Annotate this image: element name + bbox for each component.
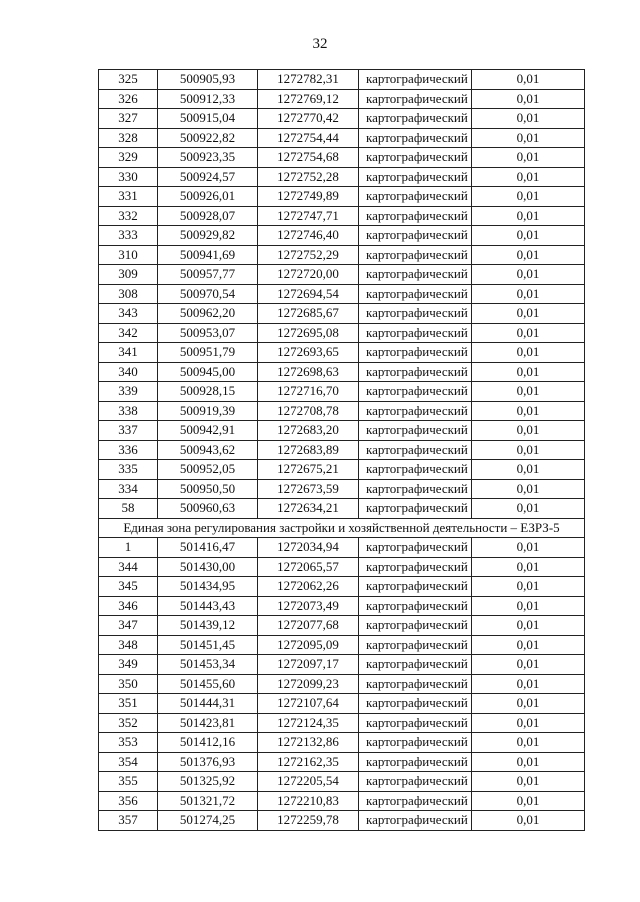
accuracy-cell: 0,01 — [472, 304, 585, 324]
accuracy-cell: 0,01 — [472, 694, 585, 714]
method-cell: картографический — [359, 109, 472, 129]
table-row — [99, 772, 585, 792]
method-cell: картографический — [359, 635, 472, 655]
coordinates-table — [98, 69, 585, 831]
method-cell: картографический — [359, 226, 472, 246]
y-coordinate-cell: 1272675,21 — [258, 460, 359, 480]
accuracy-cell: 0,01 — [472, 635, 585, 655]
point-number-cell: 352 — [99, 713, 158, 733]
y-coordinate-cell: 1272695,08 — [258, 323, 359, 343]
x-coordinate-cell: 500915,04 — [158, 109, 258, 129]
y-coordinate-cell: 1272077,68 — [258, 616, 359, 636]
accuracy-cell: 0,01 — [472, 70, 585, 90]
accuracy-cell: 0,01 — [472, 109, 585, 129]
accuracy-cell: 0,01 — [472, 499, 585, 519]
table-row — [99, 674, 585, 694]
point-number-cell: 58 — [99, 499, 158, 519]
table-row — [99, 713, 585, 733]
method-cell: картографический — [359, 674, 472, 694]
x-coordinate-cell: 500929,82 — [158, 226, 258, 246]
zone-heading: Единая зона регулирования застройки и хозяйственной деятельности – ЕЗРЗ-5 — [99, 518, 585, 538]
accuracy-cell: 0,01 — [472, 616, 585, 636]
table-row — [99, 440, 585, 460]
accuracy-cell: 0,01 — [472, 265, 585, 285]
table-row — [99, 479, 585, 499]
x-coordinate-cell: 500923,35 — [158, 148, 258, 168]
point-number-cell: 344 — [99, 557, 158, 577]
x-coordinate-cell: 500951,79 — [158, 343, 258, 363]
point-number-cell: 331 — [99, 187, 158, 207]
point-number-cell: 328 — [99, 128, 158, 148]
x-coordinate-cell: 501453,34 — [158, 655, 258, 675]
table-row — [99, 265, 585, 285]
y-coordinate-cell: 1272683,20 — [258, 421, 359, 441]
accuracy-cell: 0,01 — [472, 343, 585, 363]
accuracy-cell: 0,01 — [472, 811, 585, 831]
point-number-cell: 338 — [99, 401, 158, 421]
point-number-cell: 337 — [99, 421, 158, 441]
method-cell: картографический — [359, 206, 472, 226]
table-row — [99, 616, 585, 636]
x-coordinate-cell: 501321,72 — [158, 791, 258, 811]
point-number-cell: 334 — [99, 479, 158, 499]
point-number-cell: 354 — [99, 752, 158, 772]
point-number-cell: 356 — [99, 791, 158, 811]
y-coordinate-cell: 1272754,44 — [258, 128, 359, 148]
method-cell: картографический — [359, 772, 472, 792]
table-row — [99, 401, 585, 421]
y-coordinate-cell: 1272065,57 — [258, 557, 359, 577]
table-row — [99, 148, 585, 168]
point-number-cell: 329 — [99, 148, 158, 168]
x-coordinate-cell: 500919,39 — [158, 401, 258, 421]
point-number-cell: 327 — [99, 109, 158, 129]
y-coordinate-cell: 1272205,54 — [258, 772, 359, 792]
accuracy-cell: 0,01 — [472, 167, 585, 187]
accuracy-cell: 0,01 — [472, 284, 585, 304]
accuracy-cell: 0,01 — [472, 421, 585, 441]
y-coordinate-cell: 1272752,28 — [258, 167, 359, 187]
y-coordinate-cell: 1272259,78 — [258, 811, 359, 831]
method-cell: картографический — [359, 655, 472, 675]
y-coordinate-cell: 1272747,71 — [258, 206, 359, 226]
table-row — [99, 538, 585, 558]
x-coordinate-cell: 500928,07 — [158, 206, 258, 226]
point-number-cell: 309 — [99, 265, 158, 285]
point-number-cell: 330 — [99, 167, 158, 187]
method-cell: картографический — [359, 557, 472, 577]
accuracy-cell: 0,01 — [472, 128, 585, 148]
x-coordinate-cell: 501325,92 — [158, 772, 258, 792]
table-row — [99, 635, 585, 655]
point-number-cell: 351 — [99, 694, 158, 714]
method-cell: картографический — [359, 538, 472, 558]
x-coordinate-cell: 500942,91 — [158, 421, 258, 441]
table-row — [99, 557, 585, 577]
x-coordinate-cell: 500912,33 — [158, 89, 258, 109]
table-row — [99, 206, 585, 226]
accuracy-cell: 0,01 — [472, 362, 585, 382]
y-coordinate-cell: 1272132,86 — [258, 733, 359, 753]
point-number-cell: 347 — [99, 616, 158, 636]
table-row — [99, 694, 585, 714]
x-coordinate-cell: 501430,00 — [158, 557, 258, 577]
table-row — [99, 460, 585, 480]
point-number-cell: 336 — [99, 440, 158, 460]
y-coordinate-cell: 1272073,49 — [258, 596, 359, 616]
table-row — [99, 167, 585, 187]
method-cell: картографический — [359, 479, 472, 499]
method-cell: картографический — [359, 616, 472, 636]
point-number-cell: 343 — [99, 304, 158, 324]
point-number-cell: 332 — [99, 206, 158, 226]
accuracy-cell: 0,01 — [472, 401, 585, 421]
accuracy-cell: 0,01 — [472, 674, 585, 694]
x-coordinate-cell: 501434,95 — [158, 577, 258, 597]
accuracy-cell: 0,01 — [472, 323, 585, 343]
table-row — [99, 343, 585, 363]
point-number-cell: 357 — [99, 811, 158, 831]
method-cell: картографический — [359, 382, 472, 402]
y-coordinate-cell: 1272754,68 — [258, 148, 359, 168]
table-row — [99, 421, 585, 441]
method-cell: картографический — [359, 148, 472, 168]
table-row — [99, 226, 585, 246]
point-number-cell: 349 — [99, 655, 158, 675]
x-coordinate-cell: 500924,57 — [158, 167, 258, 187]
table-row — [99, 323, 585, 343]
method-cell: картографический — [359, 499, 472, 519]
table-row — [99, 596, 585, 616]
method-cell: картографический — [359, 401, 472, 421]
method-cell: картографический — [359, 245, 472, 265]
method-cell: картографический — [359, 89, 472, 109]
point-number-cell: 353 — [99, 733, 158, 753]
point-number-cell: 340 — [99, 362, 158, 382]
y-coordinate-cell: 1272685,67 — [258, 304, 359, 324]
x-coordinate-cell: 501451,45 — [158, 635, 258, 655]
x-coordinate-cell: 500960,63 — [158, 499, 258, 519]
accuracy-cell: 0,01 — [472, 557, 585, 577]
x-coordinate-cell: 500941,69 — [158, 245, 258, 265]
method-cell: картографический — [359, 440, 472, 460]
x-coordinate-cell: 500928,15 — [158, 382, 258, 402]
x-coordinate-cell: 501412,16 — [158, 733, 258, 753]
y-coordinate-cell: 1272716,70 — [258, 382, 359, 402]
y-coordinate-cell: 1272770,42 — [258, 109, 359, 129]
point-number-cell: 333 — [99, 226, 158, 246]
accuracy-cell: 0,01 — [472, 245, 585, 265]
y-coordinate-cell: 1272693,65 — [258, 343, 359, 363]
method-cell: картографический — [359, 265, 472, 285]
accuracy-cell: 0,01 — [472, 479, 585, 499]
accuracy-cell: 0,01 — [472, 226, 585, 246]
y-coordinate-cell: 1272162,35 — [258, 752, 359, 772]
table-row — [99, 70, 585, 90]
table-row — [99, 89, 585, 109]
point-number-cell: 325 — [99, 70, 158, 90]
y-coordinate-cell: 1272708,78 — [258, 401, 359, 421]
table-row — [99, 382, 585, 402]
accuracy-cell: 0,01 — [472, 713, 585, 733]
table-row — [99, 733, 585, 753]
accuracy-cell: 0,01 — [472, 148, 585, 168]
y-coordinate-cell: 1272694,54 — [258, 284, 359, 304]
x-coordinate-cell: 500922,82 — [158, 128, 258, 148]
accuracy-cell: 0,01 — [472, 538, 585, 558]
y-coordinate-cell: 1272107,64 — [258, 694, 359, 714]
point-number-cell: 341 — [99, 343, 158, 363]
x-coordinate-cell: 501455,60 — [158, 674, 258, 694]
method-cell: картографический — [359, 752, 472, 772]
accuracy-cell: 0,01 — [472, 791, 585, 811]
table-row — [99, 128, 585, 148]
point-number-cell: 346 — [99, 596, 158, 616]
x-coordinate-cell: 500953,07 — [158, 323, 258, 343]
point-number-cell: 335 — [99, 460, 158, 480]
x-coordinate-cell: 500926,01 — [158, 187, 258, 207]
y-coordinate-cell: 1272097,17 — [258, 655, 359, 675]
method-cell: картографический — [359, 460, 472, 480]
accuracy-cell: 0,01 — [472, 655, 585, 675]
table-row — [99, 109, 585, 129]
method-cell: картографический — [359, 733, 472, 753]
y-coordinate-cell: 1272782,31 — [258, 70, 359, 90]
y-coordinate-cell: 1272634,21 — [258, 499, 359, 519]
method-cell: картографический — [359, 791, 472, 811]
table-row — [99, 791, 585, 811]
accuracy-cell: 0,01 — [472, 460, 585, 480]
x-coordinate-cell: 501443,43 — [158, 596, 258, 616]
method-cell: картографический — [359, 596, 472, 616]
x-coordinate-cell: 501439,12 — [158, 616, 258, 636]
y-coordinate-cell: 1272673,59 — [258, 479, 359, 499]
table-row — [99, 811, 585, 831]
method-cell: картографический — [359, 421, 472, 441]
page-number: 32 — [312, 36, 328, 52]
method-cell: картографический — [359, 284, 472, 304]
accuracy-cell: 0,01 — [472, 596, 585, 616]
zone-heading-row — [99, 518, 585, 538]
accuracy-cell: 0,01 — [472, 382, 585, 402]
table-row — [99, 304, 585, 324]
x-coordinate-cell: 500962,20 — [158, 304, 258, 324]
method-cell: картографический — [359, 811, 472, 831]
point-number-cell: 310 — [99, 245, 158, 265]
accuracy-cell: 0,01 — [472, 733, 585, 753]
x-coordinate-cell: 500905,93 — [158, 70, 258, 90]
point-number-cell: 355 — [99, 772, 158, 792]
accuracy-cell: 0,01 — [472, 440, 585, 460]
point-number-cell: 350 — [99, 674, 158, 694]
y-coordinate-cell: 1272210,83 — [258, 791, 359, 811]
accuracy-cell: 0,01 — [472, 577, 585, 597]
point-number-cell: 345 — [99, 577, 158, 597]
x-coordinate-cell: 500970,54 — [158, 284, 258, 304]
accuracy-cell: 0,01 — [472, 89, 585, 109]
table-row — [99, 187, 585, 207]
x-coordinate-cell: 501423,81 — [158, 713, 258, 733]
method-cell: картографический — [359, 713, 472, 733]
method-cell: картографический — [359, 70, 472, 90]
method-cell: картографический — [359, 577, 472, 597]
point-number-cell: 1 — [99, 538, 158, 558]
point-number-cell: 339 — [99, 382, 158, 402]
table-row — [99, 752, 585, 772]
x-coordinate-cell: 501274,25 — [158, 811, 258, 831]
x-coordinate-cell: 500943,62 — [158, 440, 258, 460]
method-cell: картографический — [359, 304, 472, 324]
coordinates-table-body — [99, 70, 585, 831]
x-coordinate-cell: 500945,00 — [158, 362, 258, 382]
method-cell: картографический — [359, 128, 472, 148]
y-coordinate-cell: 1272124,35 — [258, 713, 359, 733]
y-coordinate-cell: 1272062,26 — [258, 577, 359, 597]
table-row — [99, 577, 585, 597]
table-row — [99, 362, 585, 382]
y-coordinate-cell: 1272752,29 — [258, 245, 359, 265]
x-coordinate-cell: 501416,47 — [158, 538, 258, 558]
accuracy-cell: 0,01 — [472, 187, 585, 207]
x-coordinate-cell: 500957,77 — [158, 265, 258, 285]
y-coordinate-cell: 1272683,89 — [258, 440, 359, 460]
y-coordinate-cell: 1272720,00 — [258, 265, 359, 285]
x-coordinate-cell: 500950,50 — [158, 479, 258, 499]
y-coordinate-cell: 1272698,63 — [258, 362, 359, 382]
method-cell: картографический — [359, 167, 472, 187]
x-coordinate-cell: 500952,05 — [158, 460, 258, 480]
point-number-cell: 326 — [99, 89, 158, 109]
x-coordinate-cell: 501444,31 — [158, 694, 258, 714]
table-row — [99, 284, 585, 304]
accuracy-cell: 0,01 — [472, 752, 585, 772]
y-coordinate-cell: 1272095,09 — [258, 635, 359, 655]
accuracy-cell: 0,01 — [472, 772, 585, 792]
point-number-cell: 348 — [99, 635, 158, 655]
method-cell: картографический — [359, 323, 472, 343]
table-row — [99, 655, 585, 675]
table-row — [99, 499, 585, 519]
point-number-cell: 308 — [99, 284, 158, 304]
y-coordinate-cell: 1272099,23 — [258, 674, 359, 694]
y-coordinate-cell: 1272034,94 — [258, 538, 359, 558]
y-coordinate-cell: 1272746,40 — [258, 226, 359, 246]
point-number-cell: 342 — [99, 323, 158, 343]
method-cell: картографический — [359, 694, 472, 714]
y-coordinate-cell: 1272749,89 — [258, 187, 359, 207]
method-cell: картографический — [359, 187, 472, 207]
x-coordinate-cell: 501376,93 — [158, 752, 258, 772]
accuracy-cell: 0,01 — [472, 206, 585, 226]
y-coordinate-cell: 1272769,12 — [258, 89, 359, 109]
table-row — [99, 245, 585, 265]
method-cell: картографический — [359, 343, 472, 363]
method-cell: картографический — [359, 362, 472, 382]
